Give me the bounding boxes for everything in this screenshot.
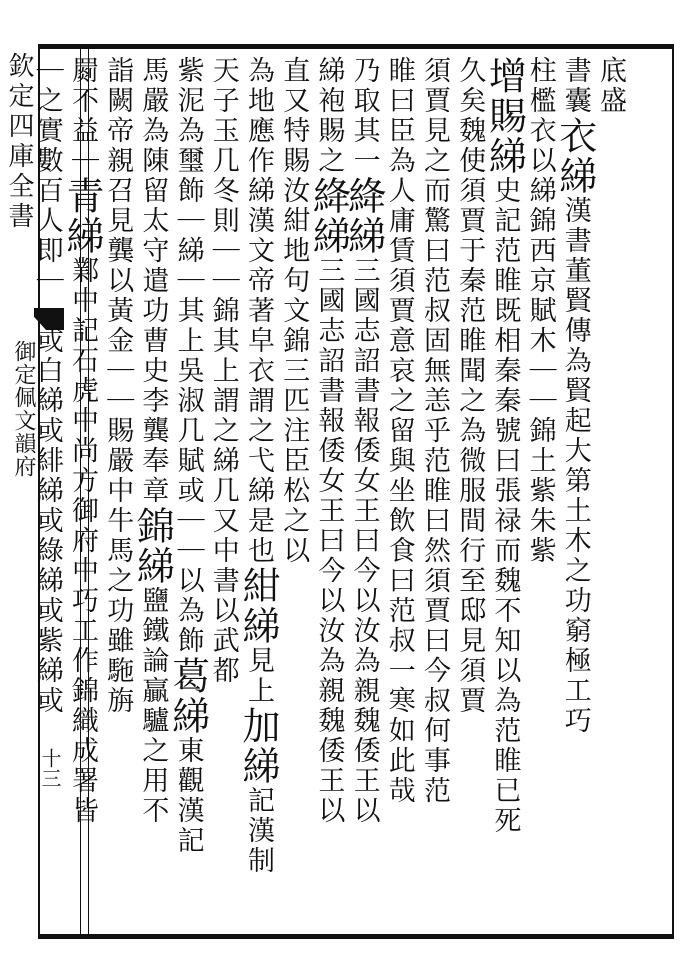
text-column (454, 56, 491, 926)
text-column (524, 56, 562, 926)
text-column (341, 56, 386, 926)
column-text: 綈袍賜之 (313, 56, 345, 176)
page-number: 十三 (38, 748, 62, 788)
entry-headword: 錦綈 (130, 506, 175, 586)
column-text: 詣闕帝親召見龔以黃金｜｜賜嚴 (102, 56, 134, 476)
column-text: 東觀漢記 (172, 736, 204, 856)
column-text: 漢書董賢傳為賢起大第土木之功窮極工巧 (559, 196, 591, 736)
column-text: 天子玉几冬則｜｜錦其上謂之綈几又中書以武都 (207, 56, 239, 686)
column-text: 中牛馬之功雖駞旃 (102, 476, 134, 716)
text-column (306, 56, 351, 926)
text-column (207, 56, 245, 926)
column-text: 記漢制 (243, 786, 274, 876)
book-title: 御定佩文韻府 (11, 340, 36, 478)
text-column (419, 56, 456, 926)
entry-headword: 增賜綈 (482, 56, 527, 176)
column-text: 三國志詔書報倭女王曰今以汝為親魏倭王以 (313, 256, 345, 826)
text-column (130, 56, 175, 926)
column-text: 鄴中記石虎中尚方御府中巧工作錦織成署皆 (67, 256, 98, 826)
entry-headword: 葛綈 (165, 656, 210, 736)
entry-headword: 絳綈 (306, 176, 351, 256)
column-text: 見上 (243, 646, 274, 706)
entry-headword: 衣綈 (552, 116, 597, 196)
text-column (102, 56, 139, 926)
column-text: 為地應作綈漢文帝著皁衣謂之弋綈是也 (243, 56, 274, 566)
column-text: ｜之實 (31, 56, 63, 146)
column-text: 書囊 (559, 56, 591, 116)
page-frame-bottom (38, 934, 674, 939)
entry-headword: 青綈 (60, 176, 104, 256)
text-column (60, 56, 104, 926)
column-text: 史記范睢既相秦秦號曰張禄而魏不知以為范睢已死 (489, 176, 521, 836)
column-text: 柱檻衣以綈錦西京賦木｜｜錦土紫朱紫 (524, 56, 556, 566)
column-text: 乃取其一 (348, 56, 380, 176)
column-text: 鹽鐵論贏驢之用不 (137, 586, 169, 826)
column-text: 底盛 (595, 56, 626, 116)
column-text: 三國志詔書報倭女王曰今以汝為親魏倭王以 (348, 256, 380, 826)
column-text: 直又特賜汝紺地句文錦三匹注臣松之以 (278, 56, 310, 566)
entry-headword: 絳綈 (341, 176, 386, 256)
text-column (482, 56, 527, 926)
entry-headword: 紺綈 (236, 566, 280, 646)
library-label: 欽定四庫全書 (4, 52, 34, 232)
column-text: 久矣魏使須賈于秦范睢聞之為微服間行至邸見須賈 (454, 56, 486, 716)
page-frame-top (38, 44, 674, 49)
text-column (31, 56, 69, 926)
text-column (236, 56, 280, 926)
text-column (595, 56, 632, 926)
column-text: 睢曰臣為人庸賃須賈意哀之留與坐飲食曰范叔一寒如此哉 (383, 56, 415, 806)
text-column (165, 56, 210, 926)
text-column (552, 56, 597, 926)
entry-headword: 加綈 (236, 706, 280, 786)
column-text: 須賈見之而驚曰范叔固無恙乎范睢曰然須賈曰今叔何事范 (419, 56, 450, 806)
text-column (278, 56, 315, 926)
column-text: 馬嚴為陳留太守遣功曹史李龔奉章 (137, 56, 169, 506)
column-text: 紫泥為璽飾｜綈｜其上吳淑几賦或｜｜以為飾 (172, 56, 204, 656)
column-text: 數百人即｜｜或白綈或緋綈或綠綈或紫綈或 (31, 146, 63, 716)
text-column (383, 56, 421, 926)
column-text: 罽不益｜ (67, 56, 98, 176)
page-frame-right (672, 44, 674, 939)
